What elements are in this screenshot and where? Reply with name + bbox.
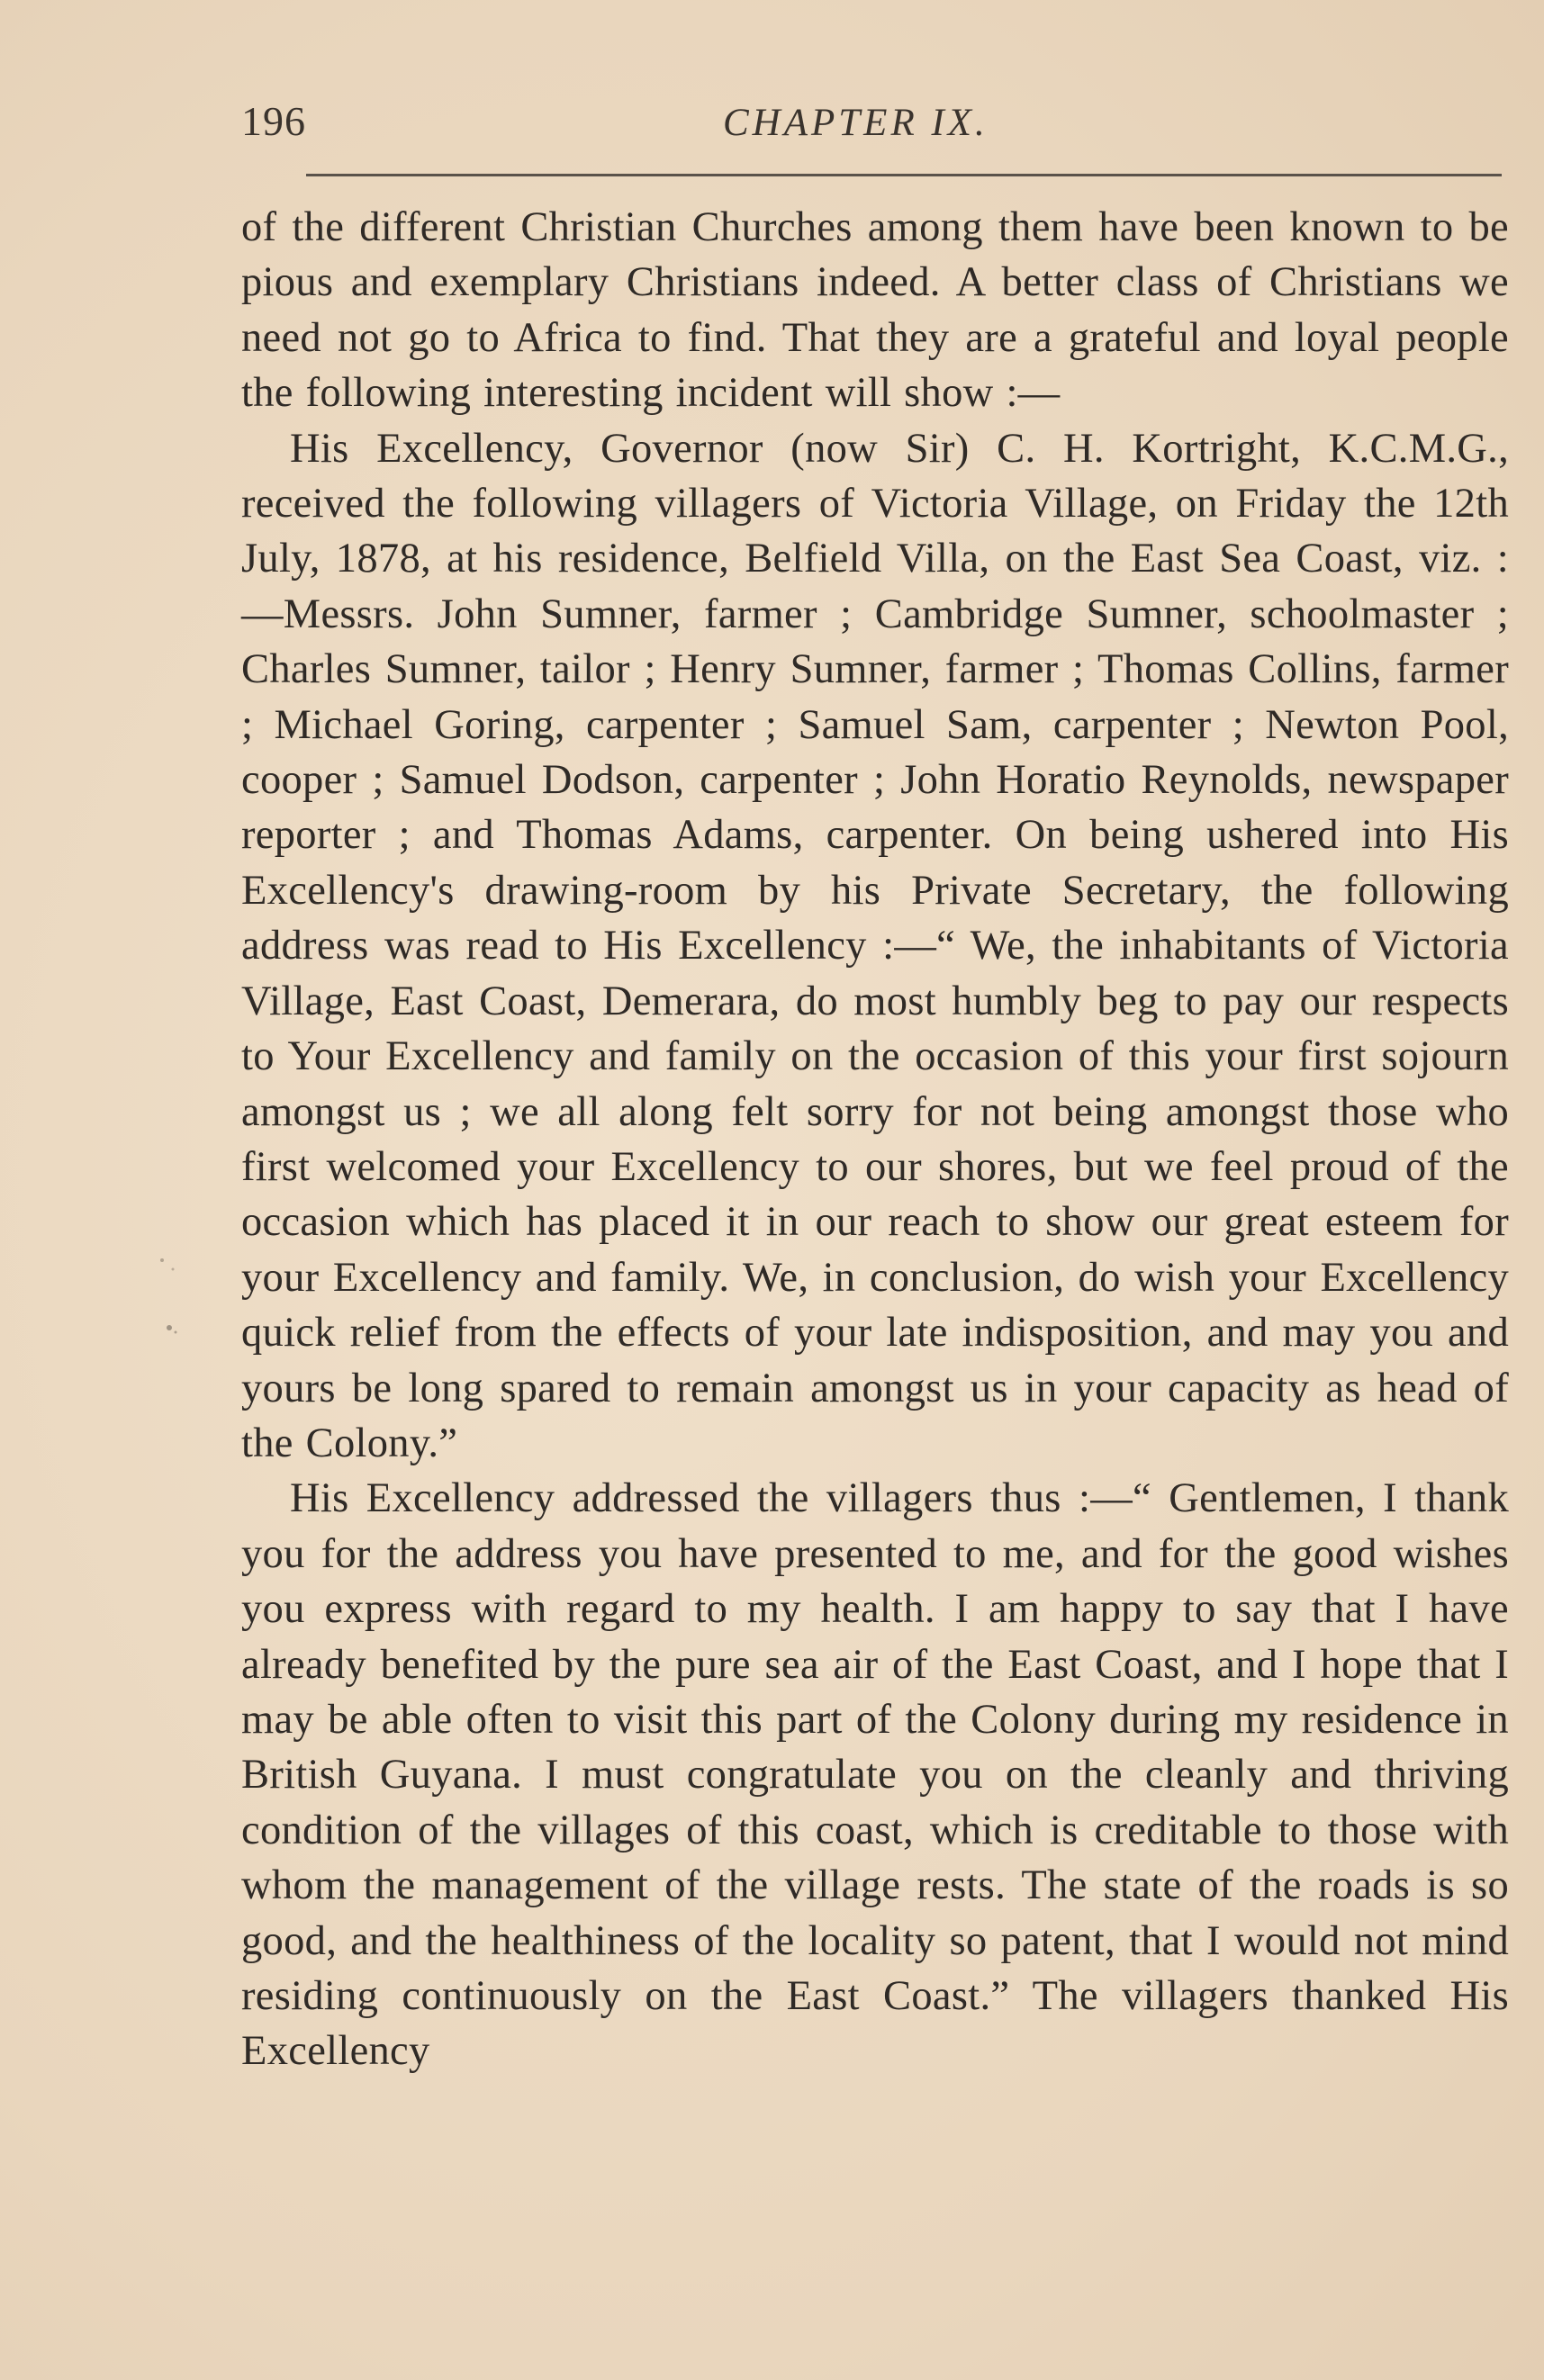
running-head: CHAPTER IX. bbox=[723, 102, 989, 144]
paragraph-3: His Excellency addressed the villagers thus :—“ Gentlemen, I thank you for the address you have presented to me, and for the good wishes you express with regard to my health. I am happy to say that I have already benefited by the pure sea air of the East Coast, and I hope that I may be able often to visit this part of the Colony during my residence in British Guyana. I must congratulate you on the cleanly and thriving condition of the villages of this coast, which is creditable to those with whom the management of the village rests. The state of the roads is so good, and the healthiness of the locality so patent, that I would not mind residing continuously on the East Coast.” The villagers thanked His Excellency bbox=[241, 1475, 1509, 2075]
paragraph-2: His Excellency, Governor (now Sir) C. H. Kortright, K.C.M.G., received the following villagers of Victoria Village, on Friday the 12th July, 1878, at his residence, Belfield Villa, on the East Sea Coast, viz. :—Messrs. John Sumner, farmer ; Cambridge Sumner, schoolmaster ; Charles Sumner, tailor ; Henry Sumner, farmer ; Thomas Collins, farmer ; Michael Goring, carpenter ; Samuel Sam, carpenter ; Newton Pool, cooper ; Samuel Dodson, carpenter ; John Horatio Reynolds, newspaper reporter ; and Thomas Adams, carpenter. On being ushered into His Excellency's drawing-room by his Private Secretary, the following address was read to His Excellency :—“ We, the inhabitants of Victoria Village, East Coast, Demerara, do most humbly beg to pay our respects to Your Excellency and family on the occasion of this your first sojourn amongst us ; we all along felt sorry for not being amongst those who first welcomed your Excellency to our shores, but we feel proud of the occasion which has placed it in our reach to show our great esteem for your Excellency and family. We, in conclusion, do wish your Excellency quick relief from the effects of your late indisposition, and may you and yours be long spared to remain amongst us in your capacity as head of the Colony.” bbox=[241, 425, 1509, 1466]
paragraph-1: of the different Christian Churches among them have been known to be pious and exemplary Christians indeed. A better class of Christians we need not go to Africa to find. That they are a grateful and loyal people the following interesting incident will show :— bbox=[241, 204, 1509, 417]
paper-specks-decoration bbox=[126, 1242, 198, 1350]
page-header bbox=[241, 97, 1509, 151]
body-text bbox=[241, 200, 1509, 2079]
header-rule bbox=[306, 174, 1502, 176]
page-number: 196 bbox=[241, 98, 306, 144]
